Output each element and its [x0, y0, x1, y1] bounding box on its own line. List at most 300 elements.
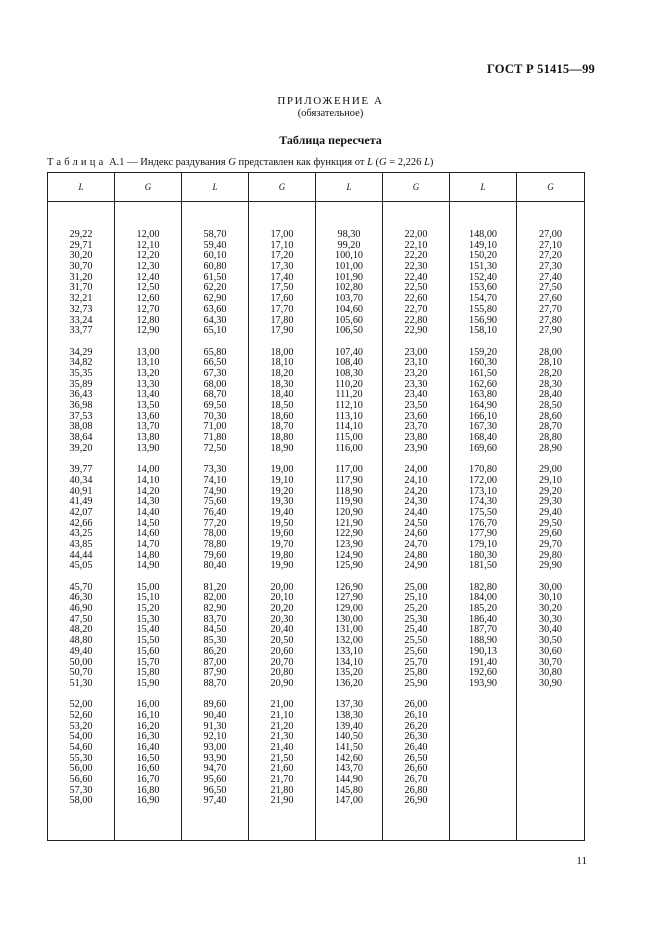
l-value: 68,70: [203, 389, 227, 401]
g-value: 30,40: [539, 624, 562, 636]
g-value: 19,30: [270, 496, 294, 508]
l-value: 36,98: [69, 400, 93, 411]
l-value: 131,00: [334, 624, 363, 636]
column-header: G: [249, 173, 316, 202]
l-value: 56,60: [69, 774, 93, 786]
l-value: 190,13: [468, 645, 497, 657]
g-value: 13,80: [136, 432, 160, 444]
g-value: 22,40: [404, 271, 428, 283]
g-value: 12,90: [136, 325, 160, 337]
g-value: 13,50: [136, 400, 160, 411]
g-value: 25,30: [404, 613, 428, 625]
g-value: 27,10: [539, 239, 562, 251]
g-value: 27,60: [539, 293, 562, 305]
g-value: 21,10: [270, 709, 294, 721]
g-value: 22,00: [404, 229, 428, 240]
g-value: 27,90: [539, 325, 562, 337]
l-value: 71,80: [203, 432, 227, 444]
g-value: 15,20: [136, 603, 160, 615]
l-value: 44,44: [69, 549, 93, 561]
g-value: 20,50: [270, 635, 294, 647]
caption-g-symbol: G: [228, 157, 236, 168]
g-value: 18,50: [270, 400, 294, 411]
g-value: 15,10: [136, 592, 160, 604]
column-header: L: [316, 173, 383, 202]
l-value: 163,80: [468, 389, 497, 401]
l-value: 56,00: [69, 763, 93, 775]
g-value: 19,10: [270, 474, 294, 486]
l-value: 119,90: [335, 496, 363, 508]
g-value: 16,10: [136, 709, 160, 721]
g-value: 23,80: [404, 432, 428, 444]
l-value: 58,70: [203, 229, 227, 240]
l-value: 90,40: [203, 709, 227, 721]
caption-text: представлен как функция от: [235, 157, 368, 168]
column-header: G: [383, 173, 450, 202]
l-value: 94,70: [203, 763, 227, 775]
g-value: 23,40: [404, 389, 428, 401]
g-value: 27,40: [539, 271, 562, 283]
l-value: 48,20: [69, 624, 93, 636]
l-value: 98,30: [337, 229, 361, 240]
l-value: 38,64: [69, 432, 93, 444]
l-value: 40,34: [69, 474, 93, 486]
g-value: 28,40: [539, 389, 562, 401]
column-header: L: [450, 173, 517, 202]
g-value: 29,70: [539, 538, 562, 550]
g-value: 18,70: [270, 421, 294, 433]
l-value: 30,70: [69, 261, 93, 273]
l-value: 102,80: [334, 282, 363, 294]
l-value: 114,10: [335, 421, 363, 433]
g-value: 19,90: [270, 560, 294, 572]
g-value: 21,60: [270, 763, 294, 775]
g-value: 20,20: [270, 603, 294, 615]
g-value: 24,00: [404, 464, 428, 476]
l-value: 100,10: [334, 250, 363, 262]
l-value: 51,30: [69, 677, 93, 689]
l-value: 185,20: [468, 603, 497, 615]
l-value: 46,90: [69, 603, 93, 615]
g-value: 12,40: [136, 271, 160, 283]
g-value: 28,10: [539, 357, 562, 369]
g-value: 16,60: [136, 763, 160, 775]
g-value: 15,60: [136, 645, 160, 657]
g-value: 14,50: [136, 517, 160, 529]
l-value: 54,60: [69, 742, 93, 753]
l-value: 111,20: [335, 389, 363, 401]
l-value: 137,30: [334, 699, 363, 711]
g-value: 13,70: [136, 421, 160, 433]
g-value: 23,30: [404, 378, 428, 390]
l-value: 121,90: [334, 517, 363, 529]
g-value: 12,00: [136, 229, 160, 240]
l-value: 34,82: [69, 357, 93, 369]
g-value: 16,40: [136, 742, 160, 753]
g-value: 17,40: [270, 271, 294, 283]
g-value: 25,40: [404, 624, 428, 636]
g-value: 28,80: [539, 432, 562, 444]
g-value: 22,30: [404, 261, 428, 273]
l-value: 107,40: [334, 346, 363, 358]
l-value: 61,50: [203, 271, 227, 283]
data-row: [48, 202, 585, 841]
l-value: 95,60: [203, 774, 227, 786]
caption-number: A.1: [109, 157, 125, 168]
g-value: 24,60: [404, 528, 428, 540]
g-value: 14,20: [136, 485, 160, 497]
g-value: 16,70: [136, 774, 160, 786]
l-value: 136,20: [334, 677, 363, 689]
g-value: 15,80: [136, 667, 160, 679]
g-value: 24,30: [404, 496, 428, 508]
l-value: 43,85: [69, 538, 93, 550]
l-value: 78,00: [203, 528, 227, 540]
l-value: 79,60: [203, 549, 227, 561]
g-value: 18,90: [270, 442, 294, 454]
l-value: 138,30: [334, 709, 363, 721]
g-value: 27,20: [539, 250, 562, 262]
l-value: 89,60: [203, 699, 227, 711]
group-spacer: [48, 337, 114, 348]
g-value: 30,80: [539, 667, 562, 679]
l-value: 69,50: [203, 400, 227, 411]
l-value: 149,10: [468, 239, 497, 251]
g-value: 30,60: [539, 645, 562, 657]
g-value: 13,60: [136, 410, 160, 422]
l-value: 96,50: [203, 784, 227, 796]
g-value: 26,80: [404, 784, 428, 796]
column-header: G: [517, 173, 585, 202]
g-value: 17,10: [270, 239, 294, 251]
l-value: 45,05: [69, 560, 93, 572]
g-value: 17,20: [270, 250, 294, 262]
g-value: 29,50: [539, 517, 562, 529]
l-value: 159,20: [468, 346, 497, 358]
g-value: 20,40: [270, 624, 294, 636]
g-value: 17,80: [270, 314, 294, 326]
g-value: 24,50: [404, 517, 428, 529]
l-value: 148,00: [468, 229, 497, 240]
l-value: 167,30: [468, 421, 497, 433]
g-value: 16,50: [136, 752, 160, 764]
l-value: 65,80: [203, 346, 227, 358]
l-value: 35,89: [69, 378, 93, 390]
l-value: 63,60: [203, 303, 227, 315]
l-value: 168,40: [468, 432, 497, 444]
g-value: 22,70: [404, 303, 428, 315]
g-value: 30,90: [539, 677, 562, 689]
g-value: 14,40: [136, 506, 160, 518]
l-value: 120,90: [334, 506, 363, 518]
l-value: 74,90: [203, 485, 227, 497]
l-value: 76,40: [203, 506, 227, 518]
caption-formula-close: ): [429, 157, 434, 168]
l-value: 112,10: [335, 400, 363, 411]
l-value: 31,70: [69, 282, 93, 294]
l-value: 101,00: [334, 261, 363, 273]
caption-formula-g: G: [379, 157, 387, 168]
g-value: 20,90: [270, 677, 294, 689]
g-value: 13,20: [136, 367, 160, 379]
l-value: 118,90: [335, 485, 363, 497]
g-value: 25,10: [404, 592, 428, 604]
group-spacer: [316, 337, 382, 348]
g-value: 15,00: [136, 581, 160, 593]
g-value: 18,30: [270, 378, 294, 390]
g-value: 26,60: [404, 763, 428, 775]
g-value: 20,00: [270, 581, 294, 593]
l-value: 55,30: [69, 752, 93, 764]
g-value: 25,90: [404, 677, 428, 689]
g-value: 19,20: [270, 485, 294, 497]
l-value: 84,50: [203, 624, 227, 636]
g-value: 17,50: [270, 282, 294, 294]
g-value: 24,20: [404, 485, 428, 497]
g-value: 26,40: [404, 742, 428, 753]
l-value: 35,35: [69, 367, 93, 379]
g-value: 25,20: [404, 603, 428, 615]
g-value: 21,90: [270, 795, 294, 807]
g-value: 30,00: [539, 581, 562, 593]
l-value: 65,10: [203, 325, 227, 337]
l-value: 29,71: [69, 239, 93, 251]
g-value: 16,30: [136, 731, 160, 743]
g-value: 23,50: [404, 400, 428, 411]
column-g-3: [383, 202, 450, 841]
l-value: 39,20: [69, 442, 93, 454]
l-value: 43,25: [69, 528, 93, 540]
g-value: 27,50: [539, 282, 562, 294]
l-value: 41,49: [69, 496, 93, 508]
l-value: 34,29: [69, 346, 93, 358]
g-value: 23,60: [404, 410, 428, 422]
l-value: 58,00: [69, 795, 93, 807]
l-value: 72,50: [203, 442, 227, 454]
g-value: 13,10: [136, 357, 160, 369]
l-value: 29,22: [69, 229, 93, 240]
g-value: 23,90: [404, 442, 428, 454]
g-value: 28,70: [539, 421, 562, 433]
l-value: 78,80: [203, 538, 227, 550]
l-value: 71,00: [203, 421, 227, 433]
l-value: 42,66: [69, 517, 93, 529]
g-value: 14,70: [136, 538, 160, 550]
l-value: 113,10: [335, 410, 363, 422]
header-row: [48, 173, 585, 202]
g-value: 19,00: [270, 464, 294, 476]
l-value: 31,20: [69, 271, 93, 283]
l-value: 40,91: [69, 485, 93, 497]
g-value: 27,00: [539, 229, 562, 240]
l-value: 106,50: [334, 325, 363, 337]
column-header: G: [115, 173, 182, 202]
group-spacer: [383, 337, 449, 348]
g-value: 16,80: [136, 784, 160, 796]
l-value: 123,90: [334, 538, 363, 550]
g-value: 13,40: [136, 389, 160, 401]
l-value: 134,10: [334, 656, 363, 668]
l-value: 132,00: [334, 635, 363, 647]
l-value: 122,90: [334, 528, 363, 540]
g-value: 26,50: [404, 752, 428, 764]
l-value: 156,90: [468, 314, 497, 326]
g-value: 25,80: [404, 667, 428, 679]
l-value: 161,50: [468, 367, 497, 379]
l-value: 177,90: [468, 528, 497, 540]
g-value: 24,80: [404, 549, 428, 561]
l-value: 117,00: [335, 464, 363, 476]
g-value: 26,70: [404, 774, 428, 786]
l-value: 130,00: [334, 613, 363, 625]
g-value: 22,20: [404, 250, 428, 262]
l-value: 46,30: [69, 592, 93, 604]
l-value: 126,90: [334, 581, 363, 593]
l-value: 86,20: [203, 645, 227, 657]
l-value: 135,20: [334, 667, 363, 679]
l-value: 66,50: [203, 357, 227, 369]
g-value: 18,80: [270, 432, 294, 444]
l-value: 125,90: [334, 560, 363, 572]
l-value: 75,60: [203, 496, 227, 508]
g-value: 21,00: [270, 699, 294, 711]
l-value: 117,90: [335, 474, 363, 486]
l-value: 47,50: [69, 613, 93, 625]
l-value: 80,40: [203, 560, 227, 572]
l-value: 129,00: [334, 603, 363, 615]
l-value: 143,70: [334, 763, 363, 775]
l-value: 170,80: [468, 464, 497, 476]
table-caption: [47, 157, 433, 168]
l-value: 97,40: [203, 795, 227, 807]
l-value: 62,20: [203, 282, 227, 294]
caption-text: — Индекс раздувания: [124, 157, 229, 168]
g-value: 18,10: [270, 357, 294, 369]
g-value: 18,40: [270, 389, 294, 401]
g-value: 15,30: [136, 613, 160, 625]
g-value: 14,10: [136, 474, 160, 486]
l-value: 52,00: [69, 699, 93, 711]
g-value: 14,60: [136, 528, 160, 540]
group-spacer: [517, 337, 584, 348]
l-value: 147,00: [334, 795, 363, 807]
l-value: 155,80: [468, 303, 497, 315]
l-value: 85,30: [203, 635, 227, 647]
column-l-3: [316, 202, 383, 841]
g-value: 16,90: [136, 795, 160, 807]
g-value: 14,30: [136, 496, 160, 508]
g-value: 22,60: [404, 293, 428, 305]
g-value: 24,40: [404, 506, 428, 518]
l-value: 93,00: [203, 742, 227, 753]
l-value: 38,08: [69, 421, 93, 433]
column-l-4: [450, 202, 517, 841]
g-value: 12,80: [136, 314, 160, 326]
l-value: 70,30: [203, 410, 227, 422]
g-value: 16,20: [136, 720, 160, 732]
g-value: 13,90: [136, 442, 160, 454]
g-value: 26,90: [404, 795, 428, 807]
l-value: 169,60: [468, 442, 497, 454]
column-l-2: [182, 202, 249, 841]
g-value: 29,80: [539, 549, 562, 561]
g-value: 24,90: [404, 560, 428, 572]
g-value: 18,20: [270, 367, 294, 379]
g-value: 21,30: [270, 731, 294, 743]
l-value: 60,10: [203, 250, 227, 262]
l-value: 30,20: [69, 250, 93, 262]
g-value: 29,60: [539, 528, 562, 540]
g-value: 12,20: [136, 250, 160, 262]
column-header: L: [182, 173, 249, 202]
column-g-4: [517, 202, 585, 841]
l-value: 50,00: [69, 656, 93, 668]
l-value: 172,00: [468, 474, 497, 486]
l-value: 188,90: [468, 635, 497, 647]
g-value: 20,60: [270, 645, 294, 657]
g-value: 28,00: [539, 346, 562, 358]
l-value: 88,70: [203, 677, 227, 689]
g-value: 12,50: [136, 282, 160, 294]
standard-code: ГОСТ Р 51415—99: [486, 62, 595, 76]
g-value: 27,80: [539, 314, 562, 326]
l-value: 173,10: [468, 485, 497, 497]
l-value: 144,90: [334, 774, 363, 786]
l-value: 48,80: [69, 635, 93, 647]
g-value: 16,00: [136, 699, 160, 711]
g-value: 18,60: [270, 410, 294, 422]
caption-label: Таблица: [47, 157, 107, 168]
l-value: 37,53: [69, 410, 93, 422]
g-value: 23,70: [404, 421, 428, 433]
g-value: 21,70: [270, 774, 294, 786]
g-value: 30,70: [539, 656, 562, 668]
l-value: 150,20: [468, 250, 497, 262]
g-value: 28,90: [539, 442, 562, 454]
g-value: 22,50: [404, 282, 428, 294]
l-value: 152,40: [468, 271, 497, 283]
g-value: 21,50: [270, 752, 294, 764]
g-value: 26,00: [404, 699, 428, 711]
g-value: 30,20: [539, 603, 562, 615]
g-value: 12,60: [136, 293, 160, 305]
l-value: 32,21: [69, 293, 93, 305]
group-spacer: [450, 337, 516, 348]
l-value: 42,07: [69, 506, 93, 518]
g-value: 30,30: [539, 613, 562, 625]
l-value: 124,90: [334, 549, 363, 561]
l-value: 49,40: [69, 645, 93, 657]
g-value: 29,00: [539, 464, 562, 476]
l-value: 54,00: [69, 731, 93, 743]
l-value: 164,90: [468, 400, 497, 411]
g-value: 15,90: [136, 677, 160, 689]
l-value: 116,00: [335, 442, 363, 454]
g-value: 17,30: [270, 261, 294, 273]
g-value: 12,30: [136, 261, 160, 273]
g-value: 29,20: [539, 485, 562, 497]
g-value: 22,90: [404, 325, 428, 337]
g-value: 28,60: [539, 410, 562, 422]
g-value: 19,40: [270, 506, 294, 518]
l-value: 153,60: [468, 282, 497, 294]
conversion-table: [47, 172, 585, 841]
l-value: 186,40: [468, 613, 497, 625]
column-g-1: [115, 202, 182, 841]
g-value: 14,00: [136, 464, 160, 476]
g-value: 30,50: [539, 635, 562, 647]
l-value: 179,10: [468, 538, 497, 550]
